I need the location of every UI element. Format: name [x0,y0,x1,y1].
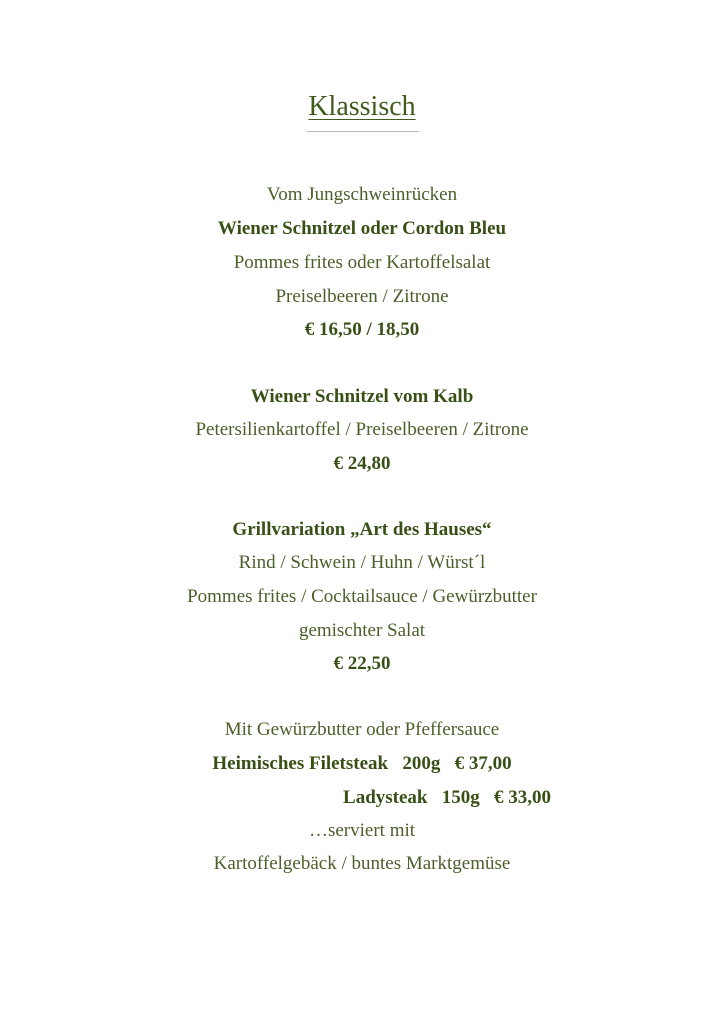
title-divider [307,131,419,132]
page-title: Klassisch [308,91,416,122]
section2-sides: Petersilienkartoffel / Preiselbeeren / Zitrone [195,419,529,440]
section1-price: € 16,50 / 18,50 [304,319,420,340]
section4-ladysteak: Ladysteak 150g € 33,00 [343,787,551,808]
section1-garnish: Preiselbeeren / Zitrone [275,286,449,307]
section1-dish-name: Wiener Schnitzel oder Cordon Bleu [217,218,507,239]
section3-price: € 22,50 [333,653,391,674]
section1-sides: Pommes frites oder Kartoffelsalat [233,252,491,273]
section4-description: Mit Gewürzbutter oder Pfeffersauce [224,719,500,740]
section2-dish-name: Wiener Schnitzel vom Kalb [250,386,474,407]
section1-description: Vom Jungschweinrücken [266,184,458,205]
section3-sides: Pommes frites / Cocktailsauce / Gewürzbutter [187,586,537,607]
section2-price: € 24,80 [333,453,391,474]
section4-served-with: …serviert mit [308,820,416,841]
section4-filetsteak: Heimisches Filetsteak 200g € 37,00 [212,753,512,774]
section3-dish-name: Grillvariation „Art des Hauses“ [232,519,492,540]
section3-salad: gemischter Salat [298,620,426,641]
section4-sides: Kartoffelgebäck / buntes Marktgemüse [213,853,511,874]
section3-meats: Rind / Schwein / Huhn / Würst´l [238,552,486,573]
